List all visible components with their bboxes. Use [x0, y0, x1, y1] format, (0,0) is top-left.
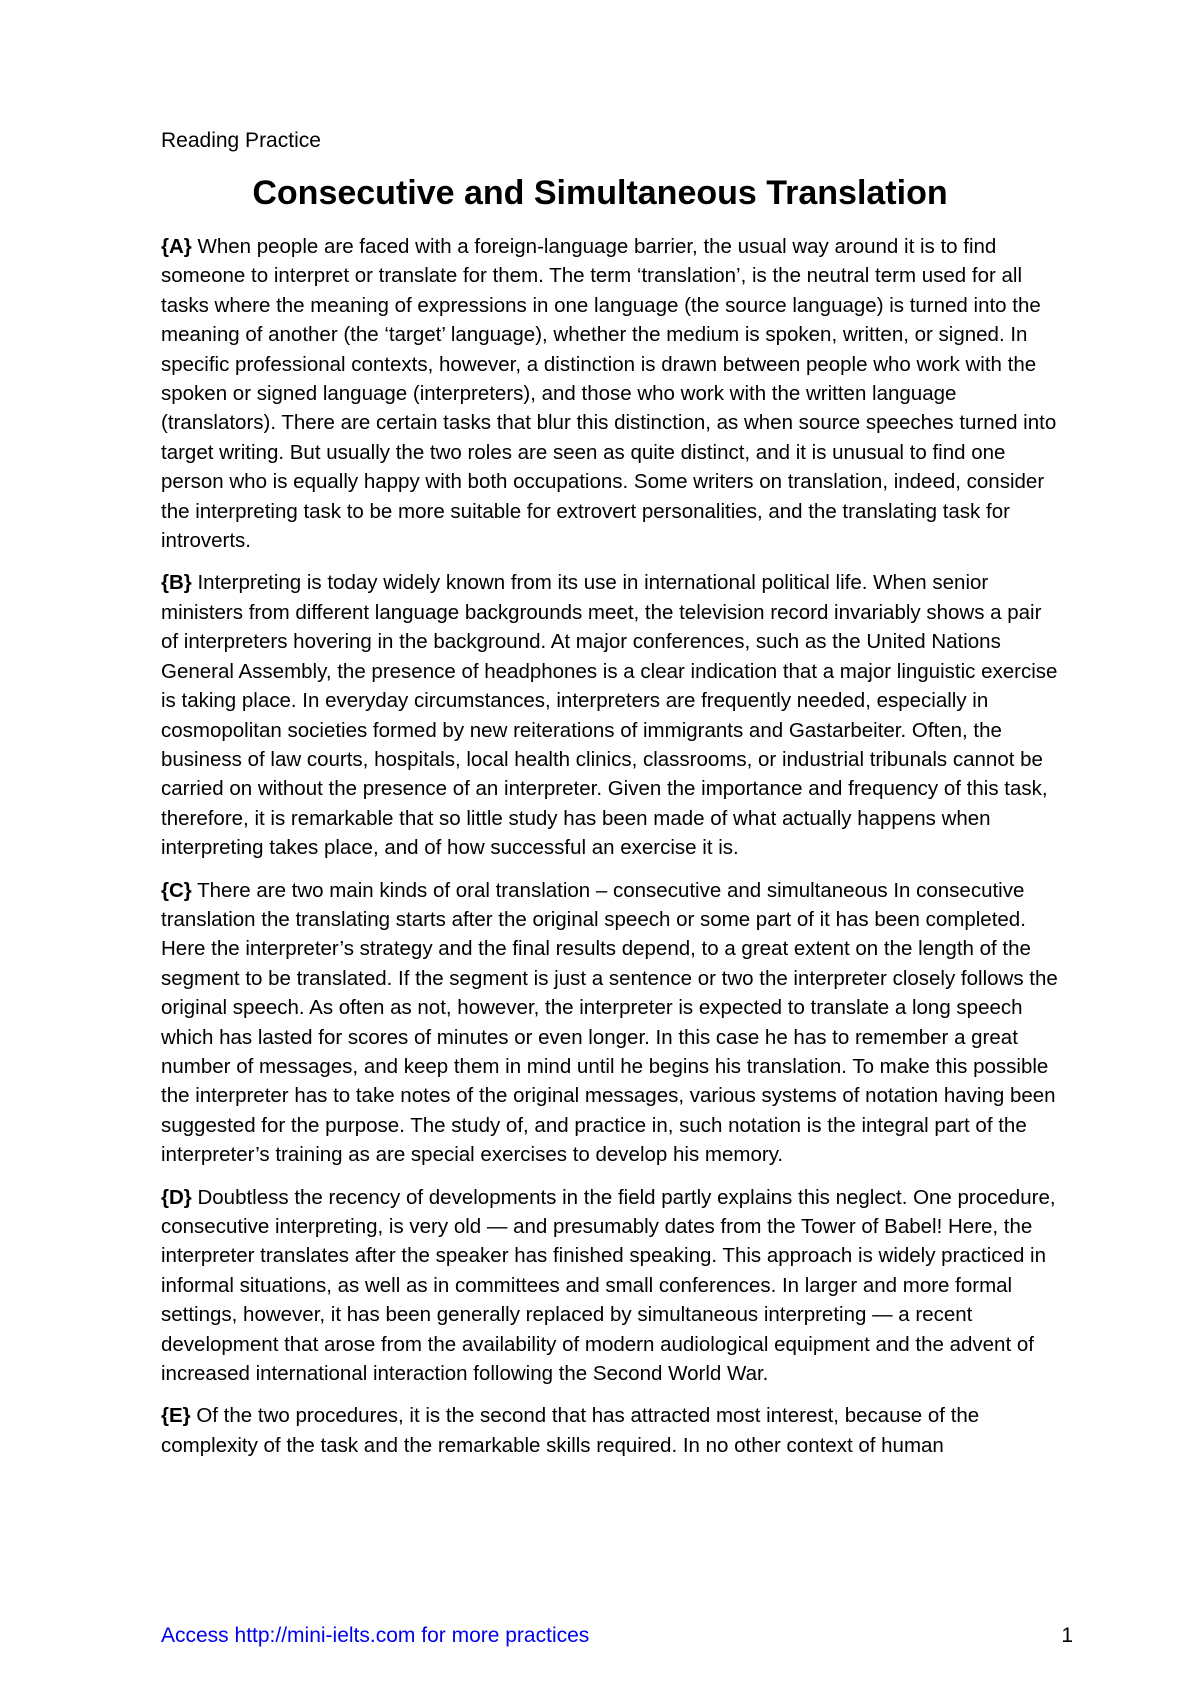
- footer-link[interactable]: Access http://mini-ielts.com for more practices: [161, 1624, 590, 1647]
- paragraph-text: There are two main kinds of oral translation – consecutive and simultaneous In consecutive translation the translating starts after the original speech or some part of it has been completed. Here the interpreter’s strategy and the final results depend, to a great extent on the length of the segment to be translated. If the segment is just a sentence or two the interpreter closely follows the original speech. As often as not, however, the interpreter is expected to translate a long speech which has lasted for scores of minutes or even longer. In this case he has to remember a great number of messages, and keep them in mind until he begins his translation. To make this possible the interpreter has to take notes of the original messages, various systems of notation having been suggested for the purpose. The study of, and practice in, such notation is the integral part of the interpreter’s training as are special exercises to develop his memory.: [161, 878, 1058, 1167]
- paragraph-text: Interpreting is today widely known from its use in international political life. When senior ministers from different language backgrounds meet, the television record invariably shows a pair of interpreters hovering in the background. At major conferences, such as the United Nations General Assembly, the presence of headphones is a clear indication that a major linguistic exercise is taking place. In everyday circumstances, interpreters are frequently needed, especially in cosmopolitan societies formed by new reiterations of immigrants and Gastarbeiter. Often, the business of law courts, hospitals, local health clinics, classrooms, or industrial tribunals cannot be carried on without the presence of an interpreter. Given the importance and frequency of this task, therefore, it is remarkable that so little study has been made of what actually happens when interpreting takes place, and of how successful an exercise it is.: [161, 571, 1058, 860]
- paragraph-a: [161, 232, 1061, 555]
- paragraph-text: Doubtless the recency of developments in the field partly explains this neglect. One procedure, consecutive interpreting, is very old — and presumably dates from the Tower of Babel! Here, the interpreter translates after the speaker has finished speaking. This approach is widely practiced in informal situations, as well as in committees and small conferences. In larger and more formal settings, however, it has been generally replaced by simultaneous interpreting — a recent development that arose from the availability of modern audiological equipment and the advent of increased international interaction following the Second World War.: [161, 1185, 1056, 1386]
- paragraph-letter: {E}: [161, 1404, 191, 1428]
- document-body: [161, 232, 1061, 1473]
- page-number: 1: [1061, 1624, 1073, 1647]
- paragraph-d: [161, 1183, 1061, 1389]
- paragraph-letter: {C}: [161, 878, 192, 902]
- paragraph-letter: {D}: [161, 1185, 192, 1209]
- document-title: Consecutive and Simultaneous Translation: [252, 174, 948, 212]
- page-footer: [161, 1622, 1073, 1652]
- paragraph-c: [161, 876, 1061, 1170]
- paragraph-letter: {A}: [161, 235, 192, 258]
- paragraph-text: Of the two procedures, it is the second that has attracted most interest, because of the complexity of the task and the remarkable skills required. In no other context of human: [161, 1404, 980, 1457]
- paragraph-e: [161, 1401, 1061, 1460]
- paragraph-text: When people are faced with a foreign-language barrier, the usual way around it is to find someone to interpret or translate for them. The term ‘translation’, is the neutral term used for all tasks where the meaning of expressions in one language (the source language) is turned into the meaning of another (the ‘target’ language), whether the medium is spoken, written, or signed. In specific professional contexts, however, a distinction is drawn between people who work with the spoken or signed language (interpreters), and those who work with the written language (translators). There are certain tasks that blur this distinction, as when source speeches turned into target writing. But usually the two roles are seen as quite distinct, and it is unusual to find one person who is equally happy with both occupations. Some writers on translation, indeed, consider the interpreting task to be more suitable for extrovert personalities, and the translating task for introverts.: [161, 235, 1057, 553]
- paragraph-letter: {B}: [161, 571, 192, 595]
- paragraph-b: [161, 568, 1061, 862]
- header-label: Reading Practice: [161, 129, 321, 152]
